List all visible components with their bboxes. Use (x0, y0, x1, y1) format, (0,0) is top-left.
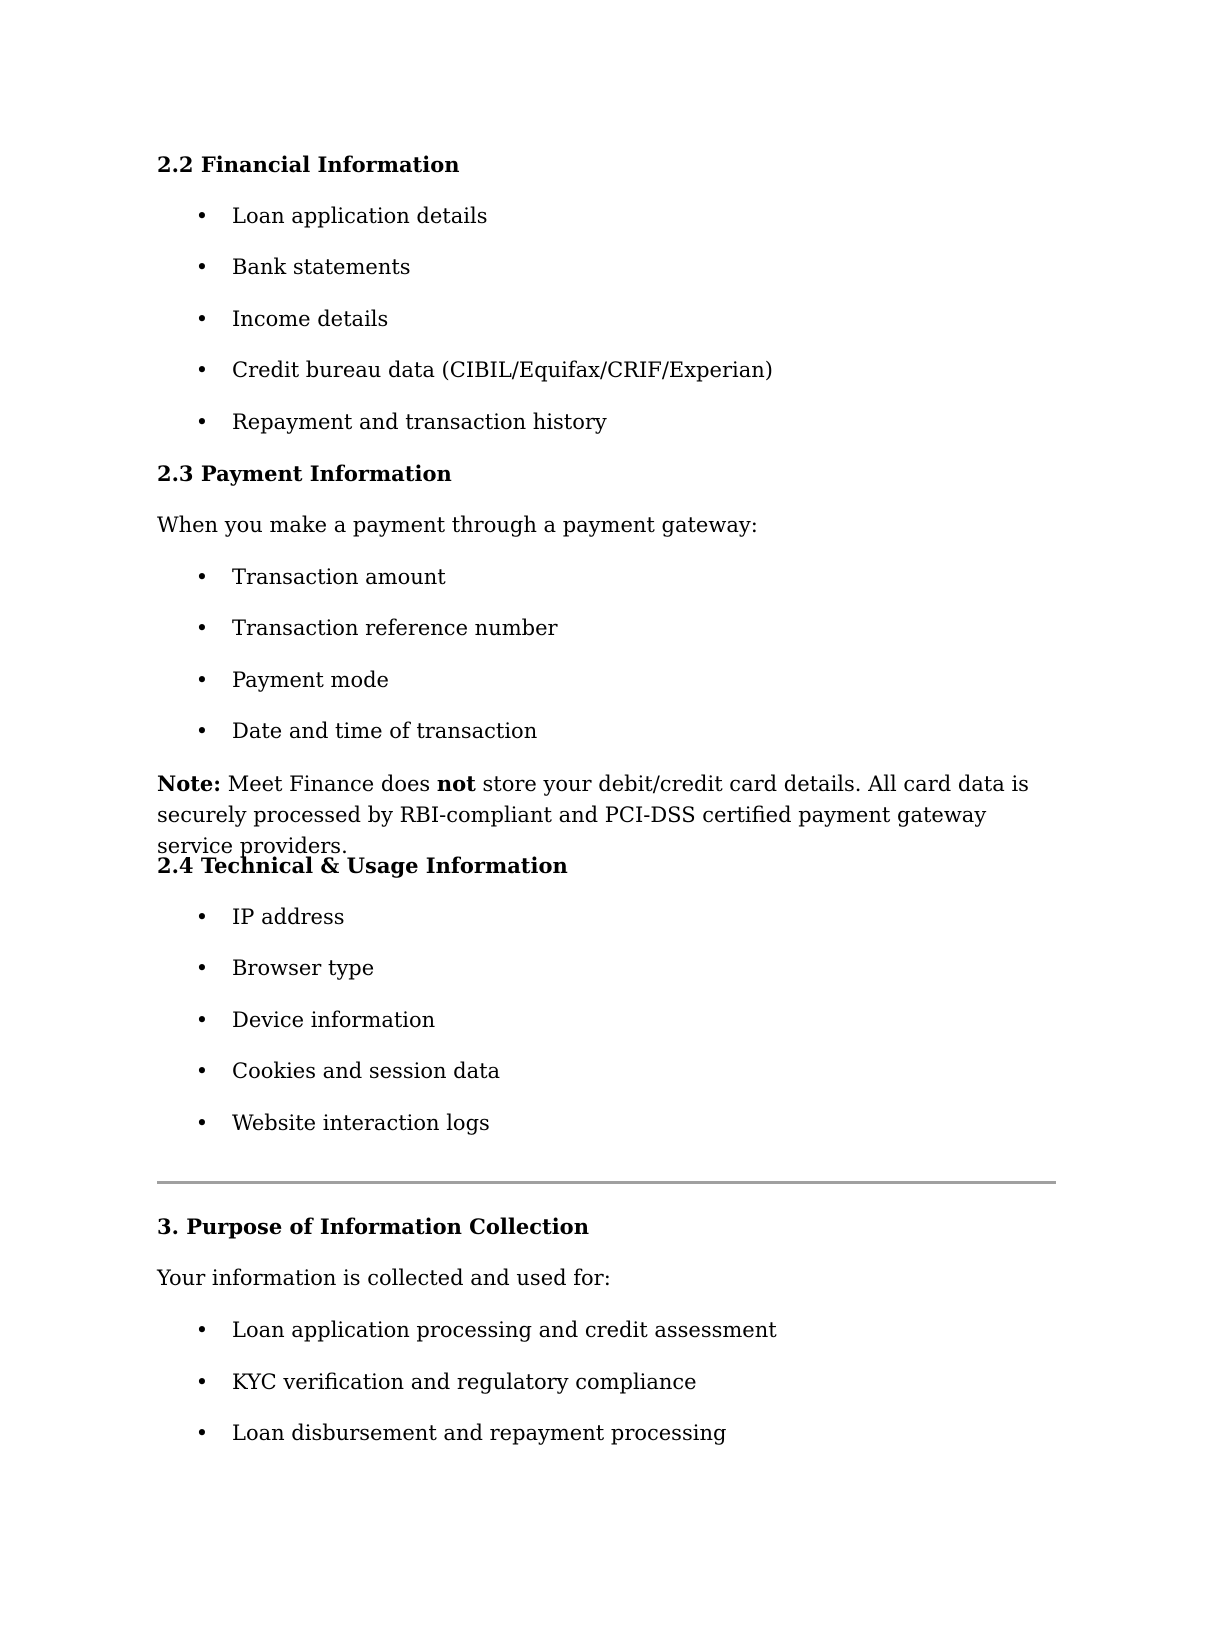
bullet-icon: • (195, 410, 209, 434)
document-page: 2.2 Financial Information • Loan application details • Bank statements • Income details • Credit bureau data (CIBIL/Equifax/CRIF/Experian) • Repayment and transaction history 2.3 Payment Information When you make a payment through a payment gateway: • Transaction amount • Transaction reference number • Payment mode • Date and time of transaction Note: Meet Finance does not store your debit/credit card details. All card data is securely processed by RBI-compliant and PCI-DSS certified payment gateway service providers. 2.4 Technical & Usage Information • IP address • Browser type • Device information • Cookies and session data • Website interaction logs 3. Purpose of Information Collection Your information is collected and used for: • Loan application processing and credit assessment • KYC verification and regulatory compliance • Loan disbursement and repayment processing (0, 0, 1213, 1650)
bullet-icon: • (195, 719, 209, 743)
bullet-icon: • (195, 1059, 209, 1083)
bullet-icon: • (195, 1318, 209, 1342)
note-text-end: store your debit/credit card details. All card data is securely processed by RBI-compliant and PCI-DSS certified payment gateway service providers. (157, 772, 1029, 858)
section-divider (157, 1181, 1056, 1184)
section-heading-technical: 2.4 Technical & Usage Information (157, 853, 568, 878)
section-heading-payment: 2.3 Payment Information (157, 461, 452, 486)
bullet-icon: • (195, 1370, 209, 1394)
bullet-icon: • (195, 956, 209, 980)
bullet-icon: • (195, 307, 209, 331)
note-label: Note: (157, 771, 222, 796)
section-intro: Your information is collected and used for: (157, 1266, 611, 1290)
bullet-icon: • (195, 905, 209, 929)
bullet-icon: • (195, 358, 209, 382)
section-intro: When you make a payment through a payment gateway: (157, 513, 758, 537)
section-heading-purpose: 3. Purpose of Information Collection (157, 1214, 589, 1239)
bullet-icon: • (195, 255, 209, 279)
bullet-icon: • (195, 565, 209, 589)
security-note (157, 768, 1057, 862)
bullet-icon: • (195, 1421, 209, 1445)
note-text-start: Meet Finance does (221, 772, 437, 796)
bullet-icon: • (195, 1111, 209, 1135)
section-heading-financial: 2.2 Financial Information (157, 152, 460, 177)
note-emphasis: not (436, 771, 476, 796)
bullet-icon: • (195, 616, 209, 640)
bullet-icon: • (195, 204, 209, 228)
bullet-icon: • (195, 668, 209, 692)
bullet-icon: • (195, 1008, 209, 1032)
